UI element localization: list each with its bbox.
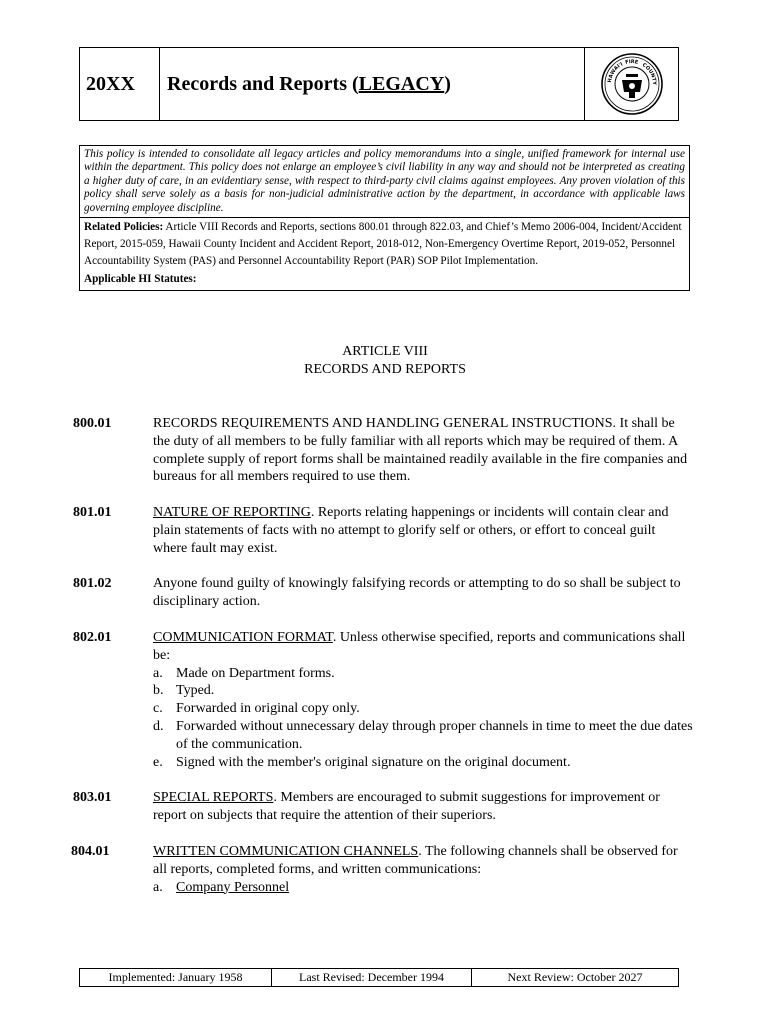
list-marker: e. bbox=[153, 754, 163, 770]
list-item-text: Company Personnel bbox=[176, 879, 290, 895]
list-item bbox=[153, 665, 693, 683]
section-number: 803.01 bbox=[73, 790, 112, 805]
section-number: 802.01 bbox=[73, 630, 112, 645]
next-review-date: Next Review: October 2027 bbox=[507, 970, 643, 984]
list-item-text: Typed. bbox=[176, 683, 215, 699]
list-marker: a. bbox=[153, 879, 163, 895]
policy-footer bbox=[79, 968, 679, 987]
related-policies-label: Related Policies: bbox=[84, 221, 164, 234]
applicable-statutes-label: Applicable HI Statutes: bbox=[84, 272, 197, 285]
list-item bbox=[153, 718, 693, 754]
seal-text-left: HAWAI'I bbox=[606, 61, 624, 84]
section-text: RECORDS REQUIREMENTS AND HANDLING GENERAL INSTRUCTIONS. It shall be the duty of all members to be fully familiar with all reports which may be required of them. A complete supply of report forms shall be maintained readily available in the fire companies and bureaus for all members required to use them. bbox=[153, 416, 688, 485]
policy-disclaimer: This policy is intended to consolidate all legacy articles and policy memorandums into a single, unified framework for internal use within the department. This policy does not enlarge an employee’s civil liability in any way and should not be interpreted as creating a higher duty of care, in an evidentiary sense, with respect to third-party civil claims against employees. Any proven violation of this policy shall serve solely as a basis for non-judicial administrative action by the department, in accordance with applicable laws governing employee discipline. bbox=[80, 148, 689, 218]
policy-number: 20XX bbox=[80, 48, 160, 120]
seal-text-right: COUNTY bbox=[640, 62, 657, 86]
requirements-list bbox=[153, 665, 693, 772]
section-text: Anyone found guilty of knowingly falsifying records or attempting to do so shall be subject to disciplinary action. bbox=[153, 576, 681, 609]
list-item-text: Signed with the member's original signature on the original document. bbox=[176, 754, 571, 770]
section-body bbox=[153, 629, 693, 771]
related-policies-text: Article VIII Records and Reports, sections 800.01 through 822.03, and Chief’s Memo 2006-004, Incident/Accident Report, 2015-059, Hawaii County Incident and Accident Report, 2018-012, Non-Emergency Overtime Report, 2019-052, Personnel Accountability System (PAS) and Personnel Accountability Report (PAR) SOP Pilot Implementation. bbox=[84, 221, 682, 268]
seal-text-top: FIRE bbox=[624, 58, 639, 66]
policy-title bbox=[160, 48, 585, 120]
title-legacy: LEGACY bbox=[358, 72, 445, 95]
section-body bbox=[153, 789, 693, 825]
list-item-text: Forwarded without unnecessary delay through proper channels in time to meet the due dates of the communication. bbox=[176, 718, 693, 752]
section-body bbox=[153, 504, 693, 557]
channels-list bbox=[153, 879, 693, 897]
section-text: . The following channels shall be observed for all reports, completed forms, and written communications: bbox=[153, 844, 678, 877]
list-item-text: Made on Department forms. bbox=[176, 665, 335, 681]
section-heading: COMMUNICATION FORMAT bbox=[153, 630, 333, 645]
title-prefix: Records and Reports ( bbox=[167, 72, 359, 95]
department-seal-icon bbox=[600, 52, 664, 116]
list-item bbox=[153, 754, 693, 772]
implemented-date: Implemented: January 1958 bbox=[80, 969, 272, 986]
applicable-statutes bbox=[84, 271, 685, 287]
list-item-text: Forwarded in original copy only. bbox=[176, 701, 360, 717]
section-text: . Reports relating happenings or incidents will contain clear and plain statements of facts with no attempt to glorify self or others, or effort to conceal guilt where fault may exist. bbox=[153, 505, 669, 556]
policy-header bbox=[79, 47, 679, 121]
list-marker: a. bbox=[153, 665, 163, 681]
list-item bbox=[153, 682, 693, 700]
section-number: 801.02 bbox=[73, 576, 112, 591]
section-heading: NATURE OF REPORTING bbox=[153, 505, 311, 520]
title-suffix: ) bbox=[444, 72, 451, 95]
section-number: 801.01 bbox=[73, 505, 112, 520]
section-heading: SPECIAL REPORTS bbox=[153, 790, 274, 805]
list-marker: c. bbox=[153, 701, 163, 717]
list-marker: b. bbox=[153, 683, 164, 699]
list-marker: d. bbox=[153, 718, 164, 734]
article-heading bbox=[0, 343, 770, 379]
article-number: ARTICLE VIII bbox=[342, 344, 428, 359]
section-body bbox=[153, 843, 693, 896]
section-number: 800.01 bbox=[73, 416, 112, 431]
article-title: RECORDS AND REPORTS bbox=[304, 362, 466, 377]
list-item bbox=[153, 879, 693, 897]
list-item bbox=[153, 700, 693, 718]
section-text: . Members are encouraged to submit suggestions for improvement or report on subjects that require the attention of their superiors. bbox=[153, 790, 660, 823]
last-revised-date: Last Revised: December 1994 bbox=[272, 969, 472, 986]
svg-text:FIRE bbox=[624, 59, 639, 66]
section-number: 804.01 bbox=[71, 844, 110, 859]
section-text: . Unless otherwise specified, reports and communications shall be: bbox=[153, 630, 686, 663]
related-policies bbox=[84, 219, 685, 271]
policy-info-box bbox=[79, 145, 690, 291]
section-heading: WRITTEN COMMUNICATION CHANNELS bbox=[153, 844, 419, 859]
department-seal-cell bbox=[585, 48, 678, 120]
